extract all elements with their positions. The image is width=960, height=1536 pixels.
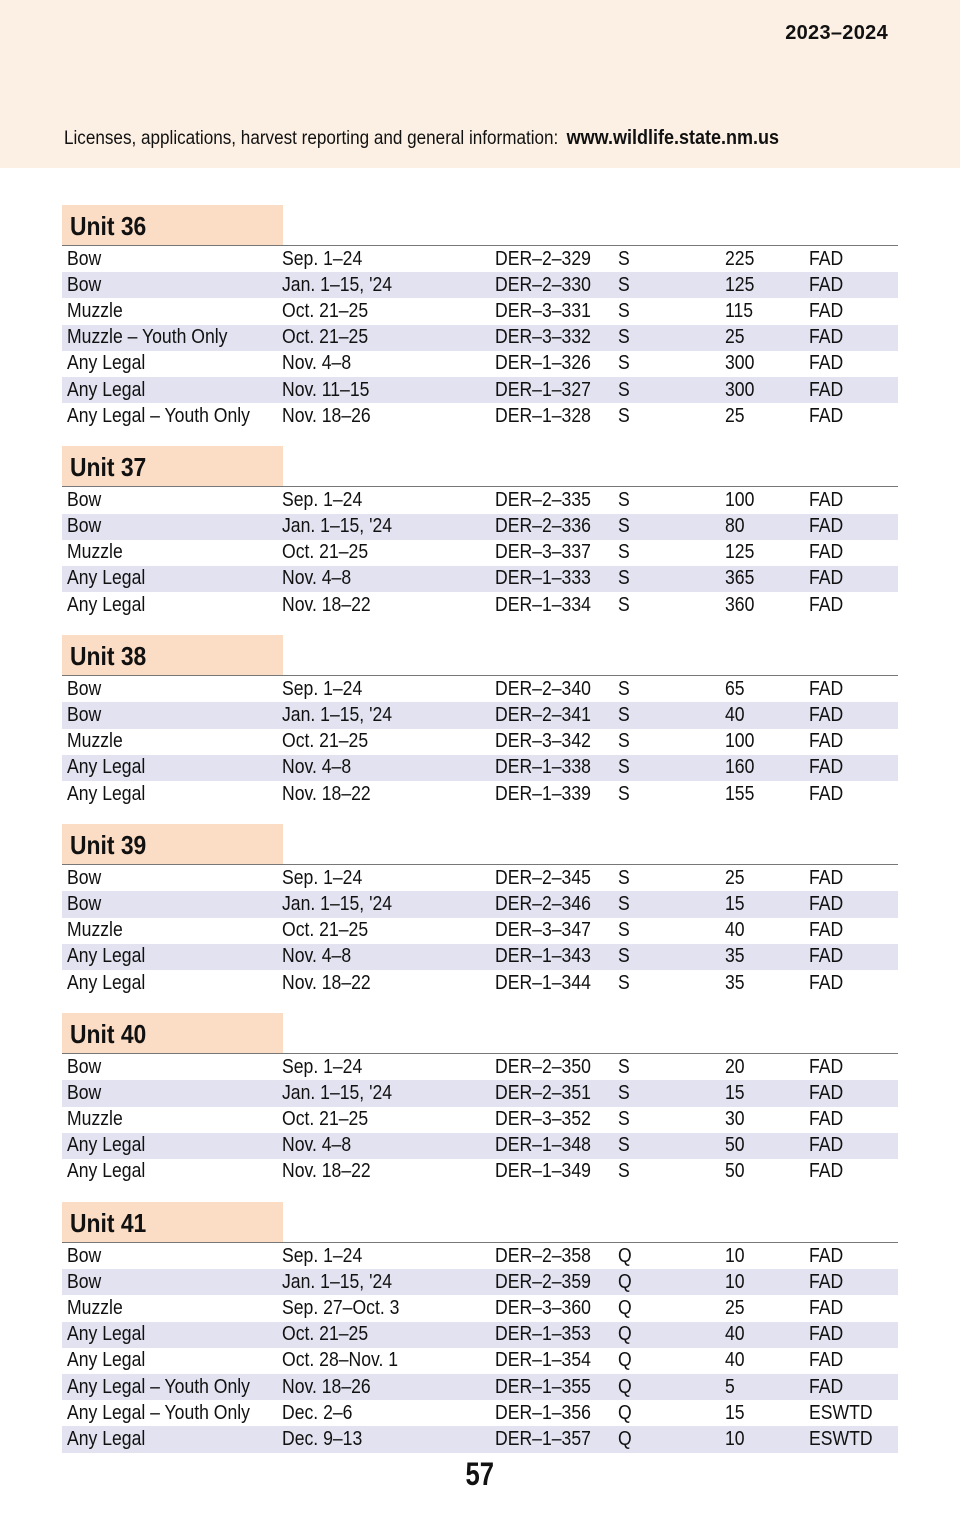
- unit-header: [62, 1013, 898, 1054]
- hunt-code: DER–3–331: [495, 299, 591, 322]
- hunt-code: DER–3–337: [495, 541, 591, 564]
- table-row: [62, 891, 898, 917]
- hunt-code: DER–1–353: [495, 1323, 591, 1346]
- license-count: 300: [725, 378, 755, 401]
- license-count: 15: [725, 1401, 745, 1424]
- license-count: 25: [725, 404, 745, 427]
- weapon-type: Any Legal: [67, 782, 146, 805]
- license-type: S: [618, 782, 630, 805]
- unit-header: [62, 635, 898, 676]
- table-row: [62, 1348, 898, 1374]
- unit-title: Unit 38: [62, 635, 283, 675]
- bag-limit: FAD: [809, 971, 844, 994]
- license-type: S: [618, 515, 630, 538]
- bag-limit: FAD: [809, 299, 844, 322]
- weapon-type: Any Legal: [67, 1427, 146, 1450]
- license-count: 80: [725, 515, 745, 538]
- hunt-dates: Oct. 21–25: [282, 326, 369, 349]
- table-row: [62, 781, 898, 807]
- hunt-dates: Nov. 18–22: [282, 1160, 371, 1183]
- hunt-dates: Oct. 21–25: [282, 1323, 369, 1346]
- weapon-type: Muzzle: [67, 1297, 123, 1320]
- page-number: 57: [465, 1456, 495, 1492]
- weapon-type: Bow: [67, 677, 102, 700]
- bag-limit: FAD: [809, 677, 844, 700]
- table-row: [62, 1426, 898, 1452]
- license-count: 365: [725, 567, 755, 590]
- hunt-code: DER–3–342: [495, 730, 591, 753]
- table-row: [62, 272, 898, 298]
- license-count: 40: [725, 704, 745, 727]
- hunt-dates: Nov. 18–22: [282, 782, 371, 805]
- bag-limit: FAD: [809, 567, 844, 590]
- hunt-dates: Jan. 1–15, '24: [282, 1081, 393, 1104]
- unit-header: [62, 446, 898, 487]
- unit-rows: [62, 865, 898, 996]
- bag-limit: FAD: [809, 515, 844, 538]
- unit-table: [62, 635, 898, 807]
- license-count: 15: [725, 1081, 745, 1104]
- hunt-dates: Sep. 1–24: [282, 677, 363, 700]
- license-type: S: [618, 677, 630, 700]
- hunt-dates: Sep. 1–24: [282, 488, 363, 511]
- hunt-code: DER–1–357: [495, 1427, 591, 1450]
- hunt-dates: Nov. 4–8: [282, 945, 352, 968]
- license-type: S: [618, 866, 630, 889]
- weapon-type: Any Legal: [67, 1160, 146, 1183]
- license-count: 40: [725, 1323, 745, 1346]
- weapon-type: Bow: [67, 1244, 102, 1267]
- weapon-type: Bow: [67, 892, 102, 915]
- unit-rows: [62, 676, 898, 807]
- hunt-dates: Jan. 1–15, '24: [282, 515, 393, 538]
- bag-limit: FAD: [809, 326, 844, 349]
- hunt-code: DER–1–333: [495, 567, 591, 590]
- table-row: [62, 377, 898, 403]
- bag-limit: FAD: [809, 1244, 844, 1267]
- license-count: 5: [725, 1375, 735, 1398]
- bag-limit: FAD: [809, 404, 844, 427]
- unit-table: [62, 824, 898, 996]
- weapon-type: Bow: [67, 247, 102, 270]
- license-type: S: [618, 273, 630, 296]
- table-row: [62, 1054, 898, 1080]
- license-type: S: [618, 1108, 630, 1131]
- hunt-dates: Sep. 1–24: [282, 1055, 363, 1078]
- bag-limit: ESWTD: [809, 1427, 873, 1450]
- hunt-code: DER–1–328: [495, 404, 591, 427]
- hunt-code: DER–1–339: [495, 782, 591, 805]
- unit-rows: [62, 246, 898, 429]
- license-count: 25: [725, 866, 745, 889]
- license-type: S: [618, 567, 630, 590]
- season-label: 2023–2024: [785, 22, 888, 44]
- bag-limit: FAD: [809, 1297, 844, 1320]
- hunt-code: DER–1–355: [495, 1375, 591, 1398]
- weapon-type: Bow: [67, 1270, 102, 1293]
- table-row: [62, 487, 898, 513]
- weapon-type: Bow: [67, 273, 102, 296]
- license-type: Q: [618, 1323, 632, 1346]
- license-type: S: [618, 945, 630, 968]
- bag-limit: FAD: [809, 541, 844, 564]
- weapon-type: Muzzle: [67, 919, 123, 942]
- hunt-dates: Nov. 18–26: [282, 1375, 371, 1398]
- license-type: S: [618, 730, 630, 753]
- weapon-type: Any Legal: [67, 593, 146, 616]
- license-count: 40: [725, 1349, 745, 1372]
- license-type: Q: [618, 1375, 632, 1398]
- hunt-code: DER–1–334: [495, 593, 591, 616]
- hunt-code: DER–1–354: [495, 1349, 591, 1372]
- license-count: 50: [725, 1160, 745, 1183]
- hunt-code: DER–3–360: [495, 1297, 591, 1320]
- license-type: Q: [618, 1270, 632, 1293]
- license-count: 100: [725, 730, 755, 753]
- table-row: [62, 865, 898, 891]
- license-count: 125: [725, 541, 755, 564]
- hunt-code: DER–2–358: [495, 1244, 591, 1267]
- hunt-code: DER–3–352: [495, 1108, 591, 1131]
- bag-limit: FAD: [809, 704, 844, 727]
- unit-title: Unit 40: [62, 1013, 283, 1053]
- weapon-type: Muzzle: [67, 1108, 123, 1131]
- license-type: S: [618, 378, 630, 401]
- bag-limit: ESWTD: [809, 1401, 873, 1424]
- hunt-dates: Dec. 2–6: [282, 1401, 353, 1424]
- hunt-dates: Nov. 11–15: [282, 378, 370, 401]
- weapon-type: Muzzle: [67, 541, 123, 564]
- bag-limit: FAD: [809, 892, 844, 915]
- hunt-code: DER–1–349: [495, 1160, 591, 1183]
- bag-limit: FAD: [809, 1134, 844, 1157]
- unit-table: [62, 446, 898, 618]
- table-row: [62, 566, 898, 592]
- unit-rows: [62, 1243, 898, 1453]
- license-type: S: [618, 541, 630, 564]
- hunt-dates: Nov. 4–8: [282, 352, 352, 375]
- license-type: S: [618, 352, 630, 375]
- bag-limit: FAD: [809, 378, 844, 401]
- table-row: [62, 514, 898, 540]
- bag-limit: FAD: [809, 1108, 844, 1131]
- weapon-type: Any Legal: [67, 971, 146, 994]
- license-type: S: [618, 326, 630, 349]
- unit-rows: [62, 1054, 898, 1185]
- weapon-type: Any Legal – Youth Only: [67, 1401, 250, 1424]
- license-count: 10: [725, 1270, 745, 1293]
- hunt-code: DER–2–341: [495, 704, 591, 727]
- unit-title: Unit 37: [62, 446, 283, 486]
- license-count: 25: [725, 326, 745, 349]
- weapon-type: Any Legal: [67, 756, 146, 779]
- bag-limit: FAD: [809, 782, 844, 805]
- bag-limit: FAD: [809, 1081, 844, 1104]
- hunt-code: DER–2–346: [495, 892, 591, 915]
- hunt-dates: Jan. 1–15, '24: [282, 892, 393, 915]
- hunt-code: DER–1–343: [495, 945, 591, 968]
- license-count: 65: [725, 677, 745, 700]
- weapon-type: Muzzle – Youth Only: [67, 326, 228, 349]
- license-type: S: [618, 1134, 630, 1157]
- hunt-dates: Oct. 21–25: [282, 919, 369, 942]
- hunt-dates: Sep. 1–24: [282, 866, 363, 889]
- hunt-code: DER–2–359: [495, 1270, 591, 1293]
- table-row: [62, 755, 898, 781]
- weapon-type: Bow: [67, 704, 102, 727]
- table-row: [62, 1269, 898, 1295]
- license-count: 25: [725, 1297, 745, 1320]
- hunt-dates: Oct. 21–25: [282, 299, 369, 322]
- bag-limit: FAD: [809, 945, 844, 968]
- license-type: Q: [618, 1427, 632, 1450]
- hunt-code: DER–2–350: [495, 1055, 591, 1078]
- bag-limit: FAD: [809, 1160, 844, 1183]
- license-count: 300: [725, 352, 755, 375]
- hunt-code: DER–2–336: [495, 515, 591, 538]
- license-count: 160: [725, 756, 755, 779]
- weapon-type: Any Legal: [67, 1134, 146, 1157]
- unit-title: Unit 41: [62, 1202, 283, 1242]
- website-url[interactable]: www.wildlife.state.nm.us: [566, 127, 780, 149]
- license-count: 225: [725, 247, 755, 270]
- license-count: 100: [725, 488, 755, 511]
- weapon-type: Any Legal: [67, 352, 146, 375]
- weapon-type: Any Legal: [67, 1323, 146, 1346]
- weapon-type: Any Legal – Youth Only: [67, 404, 250, 427]
- bag-limit: FAD: [809, 919, 844, 942]
- weapon-type: Any Legal: [67, 1349, 146, 1372]
- table-row: [62, 1400, 898, 1426]
- hunt-dates: Jan. 1–15, '24: [282, 273, 393, 296]
- license-count: 35: [725, 945, 745, 968]
- hunt-code: DER–2–351: [495, 1081, 591, 1104]
- license-type: S: [618, 488, 630, 511]
- license-count: 155: [725, 782, 755, 805]
- bag-limit: FAD: [809, 1323, 844, 1346]
- unit-header: [62, 1202, 898, 1243]
- table-row: [62, 970, 898, 996]
- table-row: [62, 325, 898, 351]
- license-count: 115: [725, 299, 754, 322]
- license-count: 50: [725, 1134, 745, 1157]
- license-type: Q: [618, 1244, 632, 1267]
- hunt-dates: Jan. 1–15, '24: [282, 704, 393, 727]
- license-type: S: [618, 299, 630, 322]
- license-count: 10: [725, 1427, 745, 1450]
- table-row: [62, 298, 898, 324]
- license-type: Q: [618, 1349, 632, 1372]
- info-text: Licenses, applications, harvest reporting and general information:: [64, 128, 559, 149]
- hunt-tables: [62, 205, 898, 1470]
- unit-table: [62, 1013, 898, 1185]
- license-type: S: [618, 1160, 630, 1183]
- hunt-dates: Oct. 21–25: [282, 1108, 369, 1131]
- table-row: [62, 540, 898, 566]
- weapon-type: Any Legal – Youth Only: [67, 1375, 250, 1398]
- hunt-code: DER–1–338: [495, 756, 591, 779]
- bag-limit: FAD: [809, 1270, 844, 1293]
- bag-limit: FAD: [809, 352, 844, 375]
- hunt-dates: Nov. 4–8: [282, 1134, 352, 1157]
- weapon-type: Bow: [67, 866, 102, 889]
- hunt-dates: Oct. 28–Nov. 1: [282, 1349, 399, 1372]
- table-row: [62, 351, 898, 377]
- table-row: [62, 1322, 898, 1348]
- license-type: Q: [618, 1401, 632, 1424]
- license-type: S: [618, 593, 630, 616]
- hunt-code: DER–2–345: [495, 866, 591, 889]
- table-row: [62, 1133, 898, 1159]
- license-type: S: [618, 919, 630, 942]
- license-type: S: [618, 756, 630, 779]
- hunt-code: DER–2–340: [495, 677, 591, 700]
- license-count: 30: [725, 1108, 745, 1131]
- bag-limit: FAD: [809, 247, 844, 270]
- hunt-code: DER–3–347: [495, 919, 591, 942]
- hunt-code: DER–1–356: [495, 1401, 591, 1424]
- info-line: [64, 127, 779, 150]
- weapon-type: Any Legal: [67, 945, 146, 968]
- hunt-dates: Nov. 18–22: [282, 971, 371, 994]
- license-type: Q: [618, 1297, 632, 1320]
- hunt-dates: Dec. 9–13: [282, 1427, 363, 1450]
- hunt-code: DER–2–335: [495, 488, 591, 511]
- table-row: [62, 403, 898, 429]
- license-type: S: [618, 247, 630, 270]
- license-count: 10: [725, 1244, 745, 1267]
- table-row: [62, 1295, 898, 1321]
- table-row: [62, 676, 898, 702]
- bag-limit: FAD: [809, 866, 844, 889]
- license-type: S: [618, 892, 630, 915]
- table-row: [62, 1243, 898, 1269]
- table-row: [62, 1107, 898, 1133]
- hunt-dates: Nov. 18–26: [282, 404, 371, 427]
- license-count: 20: [725, 1055, 745, 1078]
- table-row: [62, 1159, 898, 1185]
- weapon-type: Bow: [67, 515, 102, 538]
- hunt-code: DER–1–344: [495, 971, 591, 994]
- license-type: S: [618, 404, 630, 427]
- bag-limit: FAD: [809, 273, 844, 296]
- bag-limit: FAD: [809, 756, 844, 779]
- page-header: [0, 0, 960, 168]
- bag-limit: FAD: [809, 1375, 844, 1398]
- license-type: S: [618, 971, 630, 994]
- weapon-type: Bow: [67, 488, 102, 511]
- license-count: 15: [725, 892, 745, 915]
- weapon-type: Muzzle: [67, 299, 123, 322]
- license-type: S: [618, 1081, 630, 1104]
- hunt-dates: Sep. 1–24: [282, 1244, 363, 1267]
- hunt-dates: Sep. 1–24: [282, 247, 363, 270]
- bag-limit: FAD: [809, 593, 844, 616]
- unit-header: [62, 205, 898, 246]
- hunt-code: DER–1–327: [495, 378, 591, 401]
- weapon-type: Muzzle: [67, 730, 123, 753]
- hunt-code: DER–1–348: [495, 1134, 591, 1157]
- hunt-dates: Oct. 21–25: [282, 541, 369, 564]
- unit-table: [62, 205, 898, 429]
- unit-table: [62, 1202, 898, 1453]
- license-type: S: [618, 704, 630, 727]
- table-row: [62, 246, 898, 272]
- hunt-code: DER–2–329: [495, 247, 591, 270]
- weapon-type: Bow: [67, 1081, 102, 1104]
- license-type: S: [618, 1055, 630, 1078]
- table-row: [62, 1374, 898, 1400]
- hunt-dates: Nov. 4–8: [282, 567, 352, 590]
- table-row: [62, 729, 898, 755]
- license-count: 40: [725, 919, 745, 942]
- hunt-code: DER–3–332: [495, 326, 591, 349]
- table-row: [62, 702, 898, 728]
- hunt-dates: Jan. 1–15, '24: [282, 1270, 393, 1293]
- weapon-type: Any Legal: [67, 567, 146, 590]
- table-row: [62, 944, 898, 970]
- table-row: [62, 1080, 898, 1106]
- unit-title: Unit 36: [62, 205, 283, 245]
- hunt-dates: Sep. 27–Oct. 3: [282, 1297, 400, 1320]
- weapon-type: Bow: [67, 1055, 102, 1078]
- license-count: 35: [725, 971, 745, 994]
- hunt-dates: Nov. 4–8: [282, 756, 352, 779]
- license-count: 125: [725, 273, 755, 296]
- unit-title: Unit 39: [62, 824, 283, 864]
- unit-rows: [62, 487, 898, 618]
- table-row: [62, 592, 898, 618]
- bag-limit: FAD: [809, 1349, 844, 1372]
- hunt-dates: Oct. 21–25: [282, 730, 369, 753]
- unit-header: [62, 824, 898, 865]
- license-count: 360: [725, 593, 755, 616]
- bag-limit: FAD: [809, 488, 844, 511]
- hunt-code: DER–1–326: [495, 352, 591, 375]
- hunt-code: DER–2–330: [495, 273, 591, 296]
- hunt-dates: Nov. 18–22: [282, 593, 371, 616]
- bag-limit: FAD: [809, 730, 844, 753]
- bag-limit: FAD: [809, 1055, 844, 1078]
- weapon-type: Any Legal: [67, 378, 146, 401]
- table-row: [62, 918, 898, 944]
